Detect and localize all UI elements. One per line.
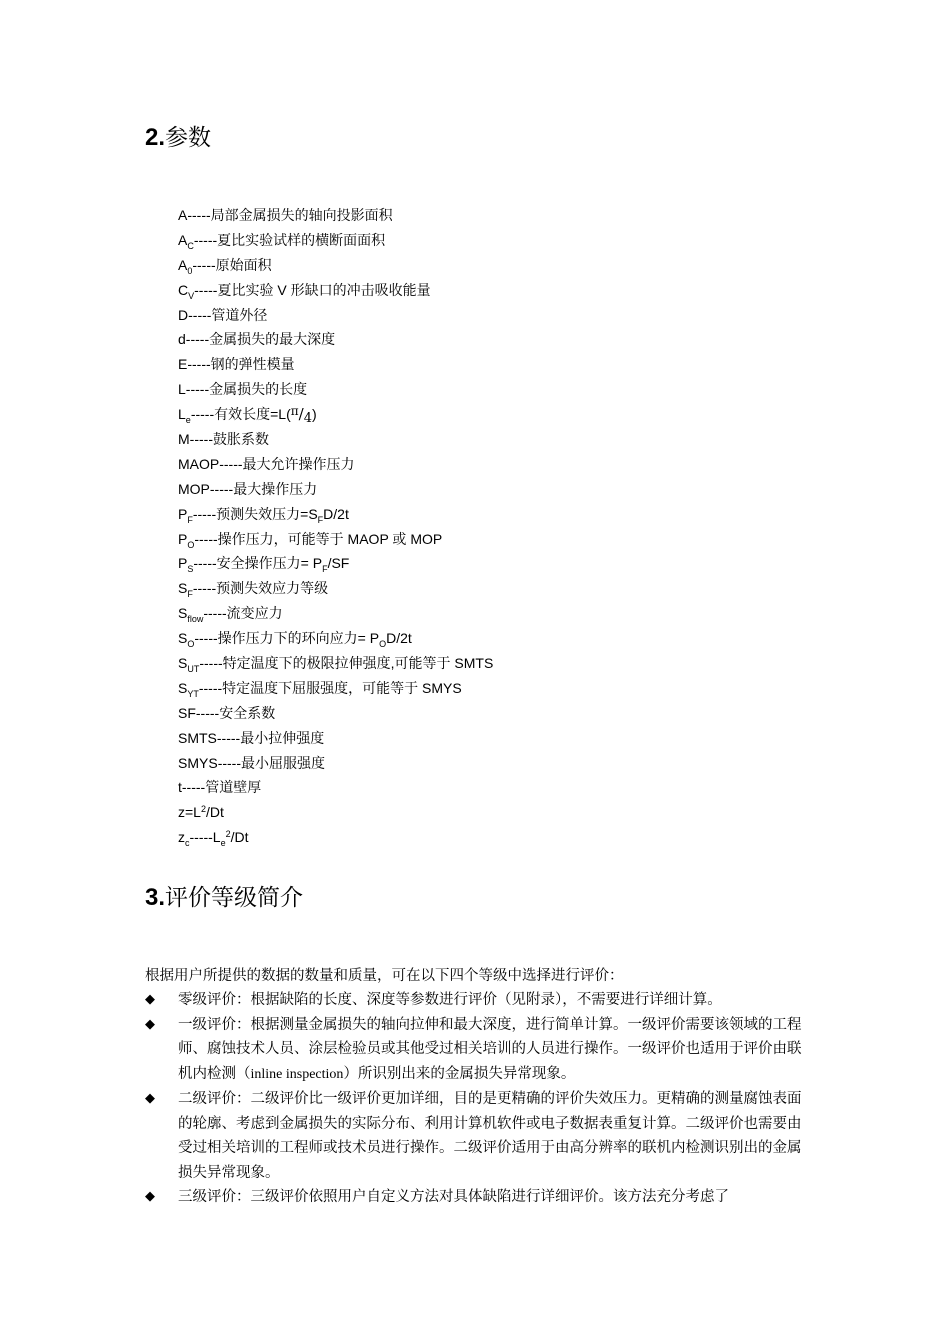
param-item: $P_S-----$安全操作压力= $P_F/SF$ bbox=[178, 555, 350, 575]
param-item: $S_F-----$预测失效应力等级 bbox=[178, 580, 329, 600]
diamond-bullet-icon: ◆ bbox=[145, 1189, 155, 1204]
param-item: SMYS-----最小屈服强度 bbox=[178, 754, 325, 771]
level-0-item: ◆ 零级评价：根据缺陷的长度、深度等参数进行评价（见附录），不需要进行详细计算。 bbox=[145, 988, 810, 1013]
section-number: 2. bbox=[145, 124, 166, 151]
section-heading-parameters bbox=[145, 126, 211, 150]
param-item: $S_O-----$操作压力下的环向应力= $P_OD/2t$ bbox=[178, 630, 412, 650]
evaluation-level-list bbox=[145, 988, 810, 1210]
param-item: $C_V-----$夏比实验 V 形缺口的冲击吸收能量 bbox=[178, 281, 431, 301]
param-item: $L_e-----$有效长度$=L(^\pi/_4)$ bbox=[178, 404, 317, 427]
param-item: A-----局部金属损失的轴向投影面积 bbox=[178, 207, 393, 223]
level-3-item: ◆ 三级评价：三级评价依照用户自定义方法对具体缺陷进行详细评价。该方法充分考虑了 bbox=[145, 1185, 810, 1210]
param-item: M-----鼓胀系数 bbox=[178, 431, 269, 448]
param-item: D-----管道外径 bbox=[178, 306, 268, 323]
param-item: L-----金属损失的长度 bbox=[178, 381, 308, 398]
param-item: MOP-----最大操作压力 bbox=[178, 480, 318, 497]
param-item: $S_{flow}-----$流变应力 bbox=[178, 605, 283, 625]
section-number: 3. bbox=[145, 884, 166, 911]
param-item: E-----钢的弹性模量 bbox=[178, 356, 295, 373]
section-heading-evaluation-levels bbox=[145, 886, 303, 910]
param-item: SMTS-----最小拉伸强度 bbox=[178, 729, 325, 746]
level-1-item: ◆ 一级评价：根据测量金属损失的轴向拉伸和最大深度，进行简单计算。一级评价需要该领域的工程师、腐蚀技术人员、涂层检验员或其他受过相关培训的人员进行操作。一级评价也适用于评价由联机内检测（inline inspection）所识别出来的金属损失异常现象。 bbox=[145, 1013, 810, 1088]
param-item: $P_F-----$预测失效压力$=S_FD/2t$ bbox=[178, 505, 349, 525]
parameter-list bbox=[178, 203, 493, 850]
param-item: d-----金属损失的最大深度 bbox=[178, 331, 336, 348]
intro-paragraph: 根据用户所提供的数据的数量和质量，可在以下四个等级中选择进行评价： bbox=[145, 968, 624, 984]
param-item: $P_O-----$操作压力，可能等于 MAOP 或 MOP bbox=[178, 530, 443, 550]
param-item: $z=L^2/Dt$ bbox=[178, 804, 224, 821]
param-item: SF-----安全系数 bbox=[178, 704, 276, 721]
param-item: t-----管道壁厚 bbox=[178, 779, 262, 796]
level-2-item: ◆ 二级评价：二级评价比一级评价更加详细，目的是更精确的评价失效压力。更精确的测量腐蚀表面的轮廓、考虑到金属损失的实际分布、利用计算机软件或电子数据表重复计算。二级评价也需要由受过相关培训的工程师或技术员进行操作。二级评价适用于由高分辨率的联机内检测识别出的金属损失异常现象。 bbox=[145, 1087, 810, 1185]
param-item: MAOP-----最大允许操作压力 bbox=[178, 455, 355, 472]
param-item: $S_{UT}-----$特定温度下的极限拉伸强度,可能等于 SMTS bbox=[178, 655, 494, 675]
param-item: $A_C-----$夏比实验试样的横断面面积 bbox=[178, 231, 386, 251]
section-title: 评价等级简介 bbox=[165, 885, 304, 911]
param-item: $S_{YT}-----$特定温度下屈服强度，可能等于 SMYS bbox=[178, 679, 462, 699]
diamond-bullet-icon: ◆ bbox=[145, 1091, 155, 1106]
diamond-bullet-icon: ◆ bbox=[145, 992, 155, 1007]
param-item: $z_c-----L_e^2/Dt$ bbox=[178, 829, 249, 849]
diamond-bullet-icon: ◆ bbox=[145, 1016, 155, 1032]
param-item: $A_0-----$原始面积 bbox=[178, 256, 272, 276]
section-title: 参数 bbox=[165, 125, 212, 151]
pi-over-4-fraction: $^\pi/_4$ bbox=[290, 404, 312, 427]
